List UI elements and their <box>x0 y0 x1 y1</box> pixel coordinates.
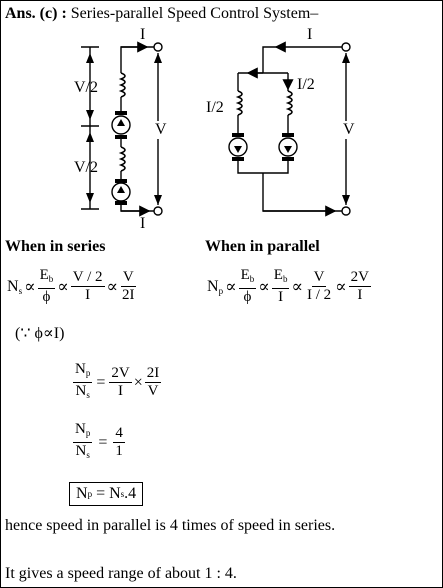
series-current-bottom-label: I <box>140 215 146 232</box>
prop-symbol: ∝ <box>291 276 303 296</box>
ratio2-rhs: $\frac{4}{1}$ <box>115 425 123 459</box>
series-heading: When in series <box>5 238 106 255</box>
ratio1-lhs: $\frac{N_p}{N_s}$ <box>75 361 91 400</box>
series-frac-3: $\frac{V}{2I}$ <box>122 269 135 303</box>
prop-symbol: ∝ <box>57 276 69 296</box>
answer-header <box>5 5 318 23</box>
ratio-equation-2 <box>73 421 125 464</box>
parallel-branch-right-label: I/2 <box>297 76 315 93</box>
series-lhs: $N_s$ <box>7 277 23 296</box>
conclusion-line-1: hence speed in parallel is 4 times of speed in series. <box>5 517 336 534</box>
parallel-lhs: $N_p$ <box>207 277 224 296</box>
parallel-v-total-label: V <box>343 121 355 138</box>
ratio-equation-1 <box>73 361 161 404</box>
prop-symbol: ∝ <box>225 276 237 296</box>
parallel-frac-1: $\frac{E_b}{\phi}$ <box>240 267 255 305</box>
answer-label: Ans. (c) : <box>5 5 67 22</box>
equals-sign: = <box>96 373 106 391</box>
prop-symbol: ∝ <box>106 276 119 296</box>
equals-sign: = <box>98 433 108 451</box>
series-circuit <box>81 43 162 215</box>
parallel-branch-left-label: I/2 <box>206 99 224 116</box>
series-v-half-bottom-label: V/2 <box>74 159 98 176</box>
ratio1-frac-a: $\frac{2V}{I}$ <box>111 365 130 399</box>
parallel-current-top-label: I <box>307 26 313 43</box>
answer-title: Series-parallel Speed Control System– <box>70 5 319 22</box>
ratio1-frac-b: $\frac{2I}{V}$ <box>146 365 160 399</box>
circuit-diagrams <box>1 23 442 237</box>
parallel-formula <box>207 267 371 306</box>
parallel-frac-3: $\frac{V}{I / 2}$ <box>306 269 332 303</box>
series-v-half-top-label: V/2 <box>74 79 98 96</box>
series-frac-2: $\frac{V / 2}{I}$ <box>72 269 103 303</box>
prop-symbol: ∝ <box>335 276 347 296</box>
series-current-top-label: I <box>140 26 146 43</box>
result-box: N p = N s .4 <box>69 482 143 506</box>
parallel-circuit <box>229 43 350 215</box>
parallel-frac-4: $\frac{2V}{I}$ <box>350 269 369 303</box>
ratio2-lhs: $\frac{N_p}{N_s}$ <box>75 421 91 460</box>
because-note: (∵ ϕ∝I) <box>15 325 65 342</box>
parallel-frac-2: $\frac{E_b}{I}$ <box>273 267 288 305</box>
prop-symbol: ∝ <box>24 276 36 296</box>
prop-symbol: ∝ <box>258 276 270 296</box>
series-frac-1: $\frac{E_b}{\phi}$ <box>39 267 54 305</box>
times-sign: × <box>133 373 143 391</box>
parallel-heading: When in parallel <box>205 238 320 255</box>
series-v-total-label: V <box>155 121 167 138</box>
series-formula <box>7 267 137 306</box>
conclusion-line-2: It gives a speed range of about 1 : 4. <box>5 565 237 582</box>
